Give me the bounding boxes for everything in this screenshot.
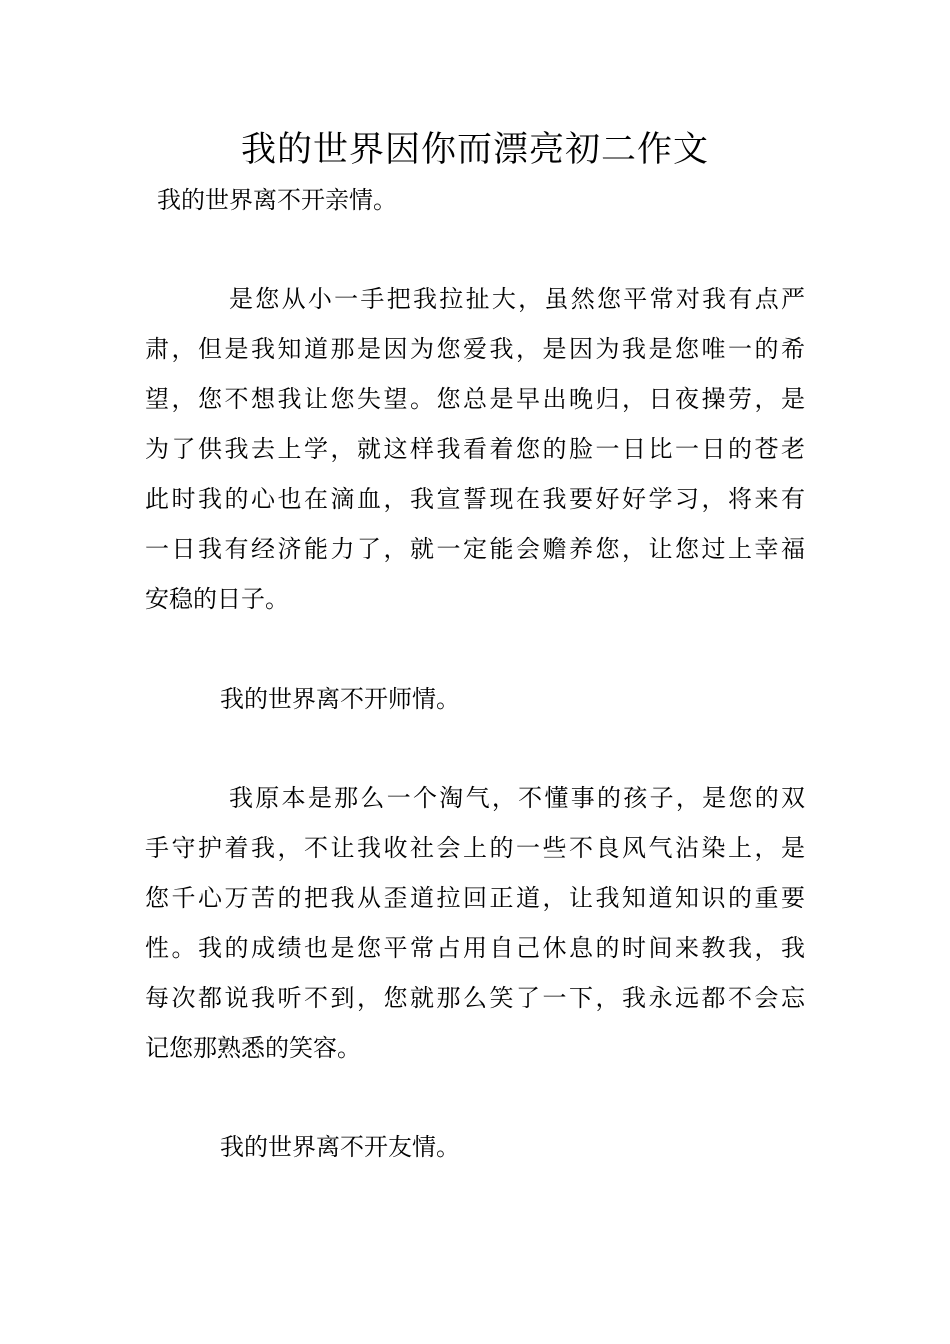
paragraph-line: 望，您不想我让您失望。您总是早出晚归，日夜操劳，是 bbox=[145, 385, 805, 413]
paragraph-line: 记您那熟悉的笑容。 bbox=[145, 1034, 361, 1062]
intro-line: 我的世界离不开亲情。 bbox=[157, 186, 397, 214]
paragraph-line: 性。我的成绩也是您平常占用自己休息的时间来教我，我 bbox=[145, 934, 805, 962]
document-title: 我的世界因你而漂亮初二作文 bbox=[240, 130, 709, 170]
paragraph-line: 您千心万苦的把我从歪道拉回正道，让我知道知识的重要 bbox=[145, 884, 805, 912]
paragraph-line: 一日我有经济能力了，就一定能会赡养您，让您过上幸福 bbox=[145, 535, 805, 563]
paragraph-line: 是您从小一手把我拉扯大，虽然您平常对我有点严 bbox=[229, 285, 805, 313]
paragraph-line: 为了供我去上学，就这样我看着您的脸一日比一日的苍老 bbox=[145, 435, 805, 463]
paragraph-line: 安稳的日子。 bbox=[145, 585, 289, 613]
paragraph-line: 肃，但是我知道那是因为您爱我，是因为我是您唯一的希 bbox=[145, 335, 805, 363]
paragraph-line: 此时我的心也在滴血，我宣誓现在我要好好学习，将来有 bbox=[145, 485, 805, 513]
section-heading-friend: 我的世界离不开友情。 bbox=[220, 1133, 460, 1161]
paragraph-line: 每次都说我听不到，您就那么笑了一下，我永远都不会忘 bbox=[145, 984, 805, 1012]
paragraph-line: 手守护着我，不让我收社会上的一些不良风气沾染上，是 bbox=[145, 834, 805, 862]
section-heading-teacher: 我的世界离不开师情。 bbox=[220, 685, 460, 713]
paragraph-line: 我原本是那么一个淘气，不懂事的孩子，是您的双 bbox=[229, 784, 805, 812]
